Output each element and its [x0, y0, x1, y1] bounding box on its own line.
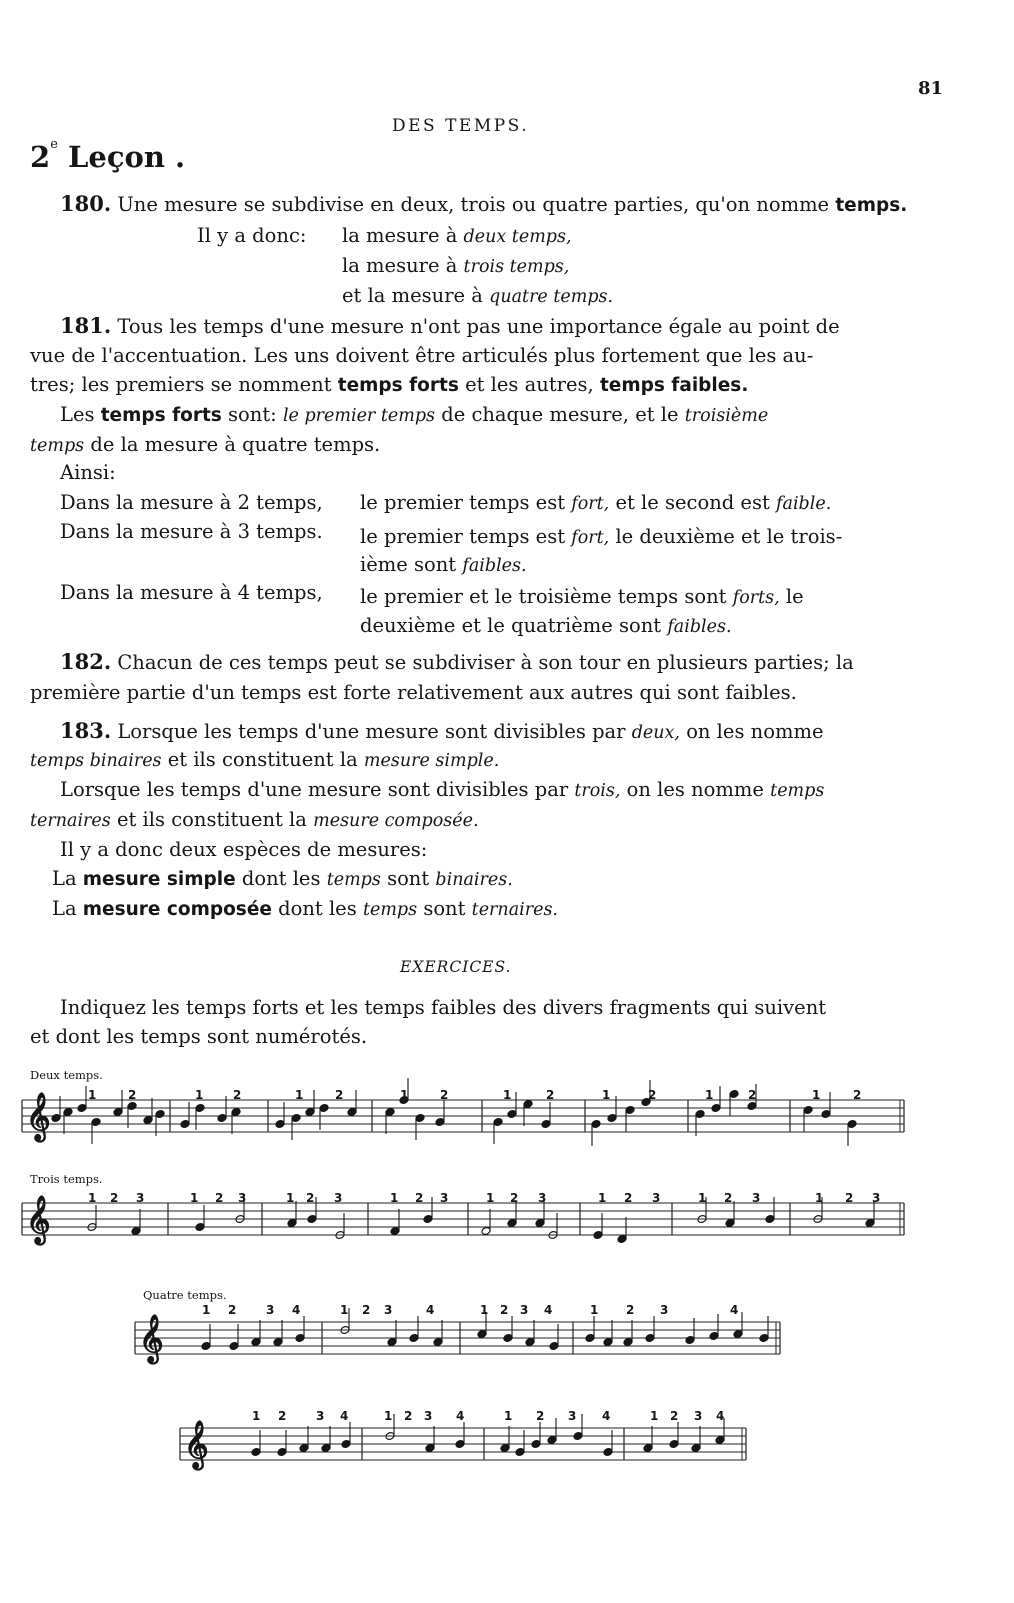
p183-number: 183.: [60, 718, 112, 743]
p182-number: 182.: [60, 649, 112, 674]
p181-d3-c: le deuxième et le trois-: [615, 525, 843, 548]
beat-number-trois: 3: [752, 1191, 761, 1205]
beat-number-quatre-b: 4: [716, 1409, 725, 1423]
p181-line3-c: et les autres,: [465, 373, 594, 396]
beat-number-trois: 1: [390, 1191, 399, 1205]
p183-line3-b: on les nomme: [626, 778, 764, 801]
beat-number-quatre: 3: [520, 1303, 529, 1317]
beat-number-deux: 1: [705, 1088, 714, 1102]
p181-d4-italic2: faibles.: [667, 617, 732, 637]
p181-d4-c: le: [785, 585, 804, 608]
beat-number-trois: 2: [415, 1191, 424, 1205]
p182-line1-text: Chacun de ces temps peut se subdiviser à son tour en plusieurs parties; la: [117, 651, 854, 674]
staff-trois-treble-clef-icon: 𝄞: [26, 1194, 51, 1243]
p181-line4-a: Les: [60, 403, 95, 426]
p183-line2-italic1: temps binaires: [30, 751, 162, 771]
beat-number-quatre: 3: [384, 1303, 393, 1317]
beat-number-deux: 2: [748, 1088, 757, 1102]
beat-number-quatre: 3: [266, 1303, 275, 1317]
beat-number-trois: 2: [624, 1191, 633, 1205]
p181-bold-temps-faibles: temps faibles.: [599, 375, 749, 396]
p183-line2-italic2: mesure simple.: [363, 751, 500, 771]
beat-number-quatre-b: 4: [340, 1409, 349, 1423]
beat-number-quatre: 1: [202, 1303, 211, 1317]
label-deux-temps: Deux temps.: [30, 1068, 103, 1082]
p181-d3-italic1: fort,: [571, 528, 610, 548]
beat-number-deux: 2: [648, 1088, 657, 1102]
section-title: DES TEMPS.: [392, 116, 530, 136]
beat-number-quatre: 1: [590, 1303, 599, 1317]
beat-number-quatre: 3: [660, 1303, 669, 1317]
beat-number-trois: 1: [698, 1191, 707, 1205]
label-quatre-temps: Quatre temps.: [143, 1288, 227, 1302]
p181-d2-c: et le second est: [615, 491, 770, 514]
beat-number-deux: 1: [812, 1088, 821, 1102]
beat-number-deux: 1: [295, 1088, 304, 1102]
p183-line3-italic1: trois,: [574, 781, 621, 801]
p181-d4-italic1: forts,: [732, 588, 780, 608]
beat-number-trois: 3: [238, 1191, 247, 1205]
beat-number-trois: 2: [510, 1191, 519, 1205]
beat-number-quatre: 1: [340, 1303, 349, 1317]
lesson-word: Leçon .: [68, 140, 186, 174]
p180-list-2-text: la mesure à: [342, 254, 458, 277]
exercises-line1: Indiquez les temps forts et les temps faibles des divers fragments qui suivent: [60, 996, 827, 1019]
beat-number-quatre: 4: [426, 1303, 435, 1317]
p180-lead: Il y a donc:: [197, 224, 307, 247]
p183-line3-italic2: temps: [770, 781, 825, 801]
beat-number-quatre-b: 1: [384, 1409, 393, 1423]
p183-line1-b: on les nomme: [686, 720, 824, 743]
p181-line4-italic2: troisième: [684, 406, 769, 426]
beat-number-quatre-b: 3: [424, 1409, 433, 1423]
beat-number-quatre: 4: [292, 1303, 301, 1317]
staff-deux-treble-clef-icon: 𝄞: [26, 1091, 51, 1140]
beat-number-quatre-b: 3: [316, 1409, 325, 1423]
beat-number-deux: 2: [233, 1088, 242, 1102]
beat-number-trois: 1: [286, 1191, 295, 1205]
beat-number-quatre-b: 4: [602, 1409, 611, 1423]
beat-number-trois: 2: [306, 1191, 315, 1205]
beat-number-trois: 3: [136, 1191, 145, 1205]
p183-line7-a: La: [52, 897, 77, 920]
beat-number-deux: 1: [195, 1088, 204, 1102]
p181-line5-text: de la mesure à quatre temps.: [90, 433, 381, 456]
p181-line4-bold: temps forts: [100, 405, 222, 426]
p183-line6-a: La: [52, 867, 77, 890]
p180-text: Une mesure se subdivise en deux, trois ou quatre parties, qu'on nomme: [117, 193, 830, 216]
beat-number-quatre-b: 2: [404, 1409, 413, 1423]
p181-bold-temps-forts: temps forts: [337, 375, 459, 396]
p183-line4-italic1: ternaires: [30, 811, 111, 831]
beat-number-trois: 2: [724, 1191, 733, 1205]
exercises-line2: et dont les temps sont numérotés.: [30, 1025, 368, 1048]
beat-number-trois: 2: [215, 1191, 224, 1205]
beat-number-trois: 1: [598, 1191, 607, 1205]
p181-d2-italic1: fort,: [571, 494, 610, 514]
p181-line4-d: de chaque mesure, et le: [441, 403, 679, 426]
beat-number-quatre: 2: [228, 1303, 237, 1317]
p181-line2: vue de l'accentuation. Les uns doivent être articulés plus fortement que les au-: [30, 344, 814, 367]
p183-line4-italic2: mesure composée.: [313, 811, 479, 831]
p181-d3-b: le premier temps est: [360, 525, 566, 548]
p180-number: 180.: [60, 191, 112, 216]
beat-number-trois: 3: [334, 1191, 343, 1205]
p182-line2: première partie d'un temps est forte relativement aux autres qui sont faibles.: [30, 681, 797, 704]
beat-number-deux: 2: [128, 1088, 137, 1102]
beat-number-deux: 2: [440, 1088, 449, 1102]
p181-line4-italic1: le premier temps: [282, 406, 436, 426]
exercises-heading: EXERCICES.: [400, 958, 512, 976]
lesson-number: 2: [30, 140, 51, 174]
p183-line6-italic2: binaires.: [435, 870, 513, 890]
staff-quatre-b-treble-clef-icon: 𝄞: [184, 1419, 209, 1468]
p183-line2-text: et ils constituent la: [167, 748, 358, 771]
lesson-sup: e: [50, 137, 58, 152]
p183-line7-italic1: temps: [362, 900, 418, 920]
beat-number-quatre: 2: [500, 1303, 509, 1317]
beat-number-quatre-b: 2: [670, 1409, 679, 1423]
beat-number-trois: 2: [845, 1191, 854, 1205]
page-number: 81: [918, 78, 944, 99]
p181-d3-d: ième sont: [360, 553, 457, 576]
beat-number-quatre-b: 3: [694, 1409, 703, 1423]
p181-line4-c: sont:: [228, 403, 277, 426]
beat-number-trois: 1: [815, 1191, 824, 1205]
p180-list-3-text: et la mesure à: [342, 284, 483, 307]
p181-line5-italic: temps: [30, 436, 85, 456]
beat-number-quatre: 4: [730, 1303, 739, 1317]
p181-number: 181.: [60, 313, 112, 338]
beat-number-trois: 1: [486, 1191, 495, 1205]
beat-number-trois: 1: [88, 1191, 97, 1205]
p181-deux-temps-a: Dans la mesure à 2 temps,: [60, 491, 323, 514]
p183-line1-a: Lorsque les temps d'une mesure sont divisibles par: [117, 720, 626, 743]
beat-number-quatre-b: 1: [252, 1409, 261, 1423]
p180-bold-temps: temps.: [835, 195, 908, 216]
p183-line3-a: Lorsque les temps d'une mesure sont divisibles par: [60, 778, 569, 801]
p180-list-1-italic: deux temps,: [463, 227, 572, 247]
beat-number-deux: 1: [88, 1088, 97, 1102]
beat-number-quatre: 1: [480, 1303, 489, 1317]
beat-number-trois: 1: [190, 1191, 199, 1205]
beat-number-deux: 1: [503, 1088, 512, 1102]
p181-d3-italic2: faibles.: [462, 556, 527, 576]
beat-number-trois: 3: [652, 1191, 661, 1205]
p183-line7-d: sont: [423, 897, 466, 920]
beat-number-quatre: 2: [626, 1303, 635, 1317]
p181-d2-b: le premier temps est: [360, 491, 566, 514]
p181-d4-b: le premier et le troisième temps sont: [360, 585, 727, 608]
label-trois-temps: Trois temps.: [30, 1172, 103, 1186]
beat-number-deux: 2: [546, 1088, 555, 1102]
p181-d2-italic2: faible.: [776, 494, 832, 514]
p183-line1-italic: deux,: [631, 723, 680, 743]
beat-number-quatre-b: 3: [568, 1409, 577, 1423]
beat-number-quatre-b: 2: [278, 1409, 287, 1423]
p183-line6-c: dont les: [241, 867, 321, 890]
p181-line1-text: Tous les temps d'une mesure n'ont pas une importance égale au point de: [117, 315, 840, 338]
p183-line6-d: sont: [387, 867, 430, 890]
beat-number-quatre: 4: [544, 1303, 553, 1317]
p183-bold-mesure-composee: mesure composée: [82, 899, 272, 920]
p183-line7-italic2: ternaires.: [471, 900, 558, 920]
beat-number-quatre-b: 1: [650, 1409, 659, 1423]
beat-number-quatre-b: 1: [504, 1409, 513, 1423]
beat-number-quatre-b: 2: [536, 1409, 545, 1423]
beat-number-trois: 3: [872, 1191, 881, 1205]
beat-number-deux: 1: [400, 1088, 409, 1102]
p181-quatre-temps-a: Dans la mesure à 4 temps,: [60, 581, 323, 604]
beat-number-trois: 3: [440, 1191, 449, 1205]
p183-line4-text: et ils constituent la: [116, 808, 307, 831]
beat-number-trois: 3: [538, 1191, 547, 1205]
beat-number-deux: 2: [853, 1088, 862, 1102]
p181-d4-d: deuxième et le quatrième sont: [360, 614, 662, 637]
beat-number-trois: 2: [110, 1191, 119, 1205]
beat-number-quatre: 2: [362, 1303, 371, 1317]
p183-bold-mesure-simple: mesure simple: [82, 869, 236, 890]
p183-line5: Il y a donc deux espèces de mesures:: [60, 838, 428, 861]
beat-number-quatre-b: 4: [456, 1409, 465, 1423]
p180-list-1-text: la mesure à: [342, 224, 458, 247]
p181-line3-a: tres; les premiers se nomment: [30, 373, 332, 396]
p180-list-2-italic: trois temps,: [463, 257, 570, 277]
beat-number-deux: 2: [335, 1088, 344, 1102]
beat-number-deux: 1: [602, 1088, 611, 1102]
p181-trois-temps-a: Dans la mesure à 3 temps.: [60, 520, 323, 543]
p183-line7-c: dont les: [278, 897, 357, 920]
staff-quatre-treble-clef-icon: 𝄞: [139, 1313, 164, 1362]
p183-line6-italic1: temps: [326, 870, 381, 890]
p181-ainsi: Ainsi:: [60, 461, 116, 484]
p180-list-3-italic: quatre temps.: [489, 287, 614, 307]
